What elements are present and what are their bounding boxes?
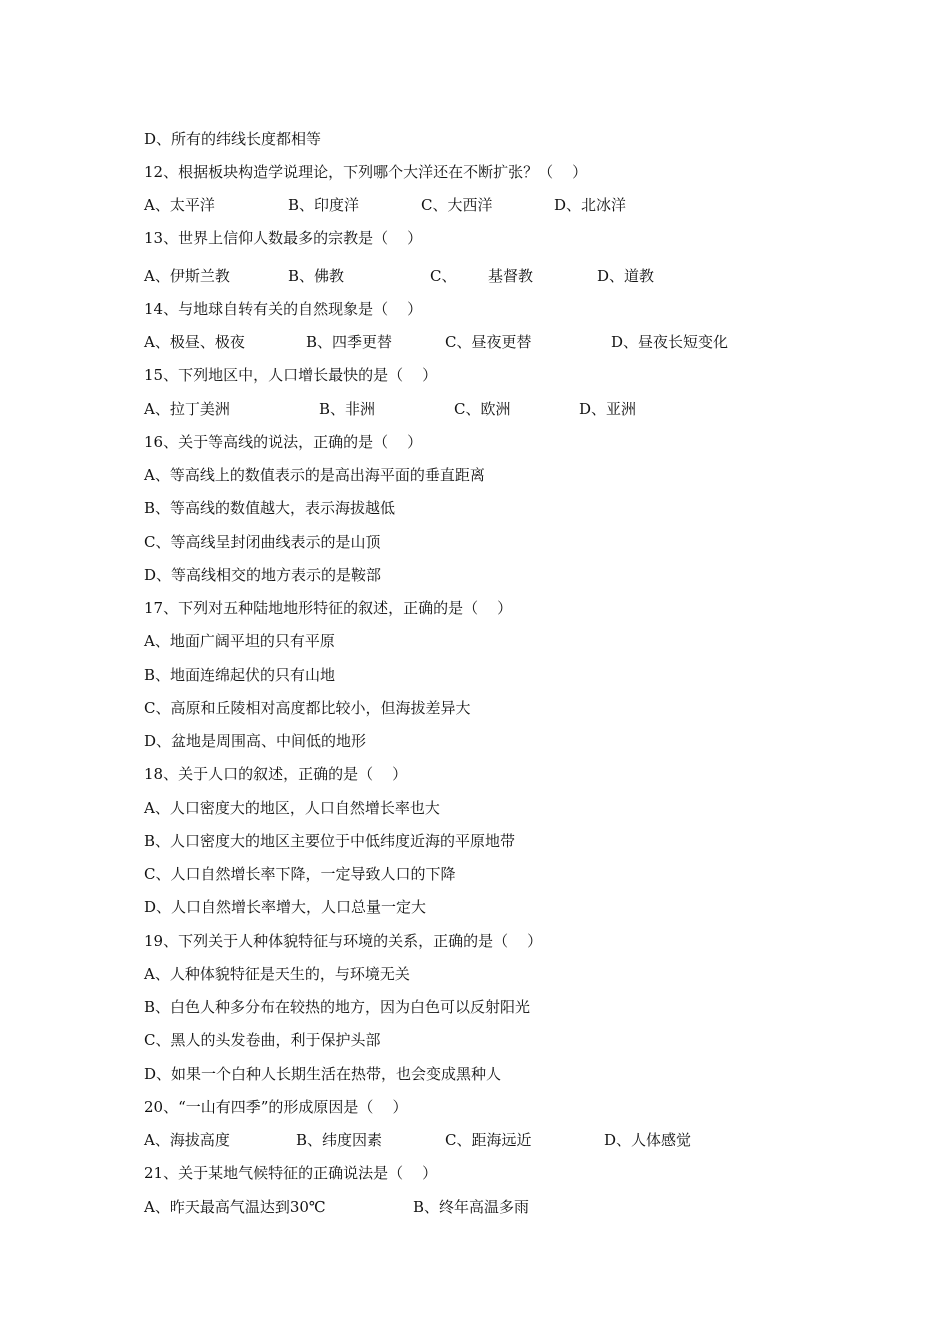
q11-option-d: D、所有的纬线长度都相等 [144, 130, 322, 148]
q14-option-d: D、昼夜长短变化 [611, 333, 729, 351]
question-14: 14、与地球自转有关的自然现象是（ ） [144, 300, 423, 318]
q13-option-c-text: 基督教 [488, 267, 534, 285]
q18-option-b: B、人口密度大的地区主要位于中低纬度近海的平原地带 [144, 832, 516, 850]
q21-option-b: B、终年高温多雨 [413, 1198, 530, 1216]
q17-option-d: D、盆地是周围高、中间低的地形 [144, 732, 367, 750]
q20-option-a: A、海拔高度 [144, 1131, 230, 1149]
q16-option-d: D、等高线相交的地方表示的是鞍部 [144, 566, 382, 584]
q15-option-d: D、亚洲 [579, 400, 637, 418]
question-19: 19、下列关于人种体貌特征与环境的关系，正确的是（ ） [144, 932, 543, 950]
q18-option-c: C、人口自然增长率下降，一定导致人口的下降 [144, 865, 456, 883]
q13-option-c: C、 [430, 267, 457, 285]
question-16: 16、关于等高线的说法，正确的是（ ） [144, 433, 423, 451]
q19-option-b: B、白色人种多分布在较热的地方，因为白色可以反射阳光 [144, 998, 531, 1016]
q13-option-d: D、道教 [597, 267, 655, 285]
q16-option-c: C、等高线呈封闭曲线表示的是山顶 [144, 533, 381, 551]
question-18: 18、关于人口的叙述，正确的是（ ） [144, 765, 408, 783]
q20-option-b: B、纬度因素 [296, 1131, 383, 1149]
q12-option-c: C、大西洋 [421, 196, 493, 214]
q15-option-c: C、欧洲 [454, 400, 511, 418]
q15-option-b: B、非洲 [319, 400, 376, 418]
q17-option-a: A、地面广阔平坦的只有平原 [144, 632, 335, 650]
q13-option-a: A、伊斯兰教 [144, 267, 230, 285]
q18-option-a: A、人口密度大的地区，人口自然增长率也大 [144, 799, 440, 817]
q20-option-c: C、距海远近 [445, 1131, 532, 1149]
q12-option-a: A、太平洋 [144, 196, 215, 214]
question-15: 15、下列地区中，人口增长最快的是（ ） [144, 366, 438, 384]
q19-option-c: C、黑人的头发卷曲，利于保护头部 [144, 1031, 381, 1049]
q14-option-a: A、极昼、极夜 [144, 333, 245, 351]
q16-option-a: A、等高线上的数值表示的是高出海平面的垂直距离 [144, 466, 485, 484]
q18-option-d: D、人口自然增长率增大，人口总量一定大 [144, 898, 427, 916]
q15-option-a: A、拉丁美洲 [144, 400, 230, 418]
q19-option-a: A、人种体貌特征是天生的，与环境无关 [144, 965, 410, 983]
q20-option-d: D、人体感觉 [604, 1131, 692, 1149]
question-20: 20、“一山有四季”的形成原因是（ ） [144, 1098, 408, 1116]
question-17: 17、下列对五种陆地地形特征的叙述，正确的是（ ） [144, 599, 513, 617]
q17-option-b: B、地面连绵起伏的只有山地 [144, 666, 336, 684]
q12-option-d: D、北冰洋 [554, 196, 627, 214]
q21-option-a: A、昨天最高气温达到30℃ [144, 1198, 326, 1216]
q17-option-c: C、高原和丘陵相对高度都比较小，但海拔差异大 [144, 699, 471, 717]
question-12: 12、根据板块构造学说理论，下列哪个大洋还在不断扩张？（ ） [144, 163, 588, 181]
q14-option-b: B、四季更替 [306, 333, 393, 351]
q13-option-b: B、佛教 [288, 267, 345, 285]
q12-option-b: B、印度洋 [288, 196, 360, 214]
q16-option-b: B、等高线的数值越大，表示海拔越低 [144, 499, 396, 517]
q19-option-d: D、如果一个白种人长期生活在热带，也会变成黑种人 [144, 1065, 502, 1083]
question-13: 13、世界上信仰人数最多的宗教是（ ） [144, 229, 423, 247]
q14-option-c: C、昼夜更替 [445, 333, 532, 351]
question-21: 21、关于某地气候特征的正确说法是（ ） [144, 1164, 438, 1182]
